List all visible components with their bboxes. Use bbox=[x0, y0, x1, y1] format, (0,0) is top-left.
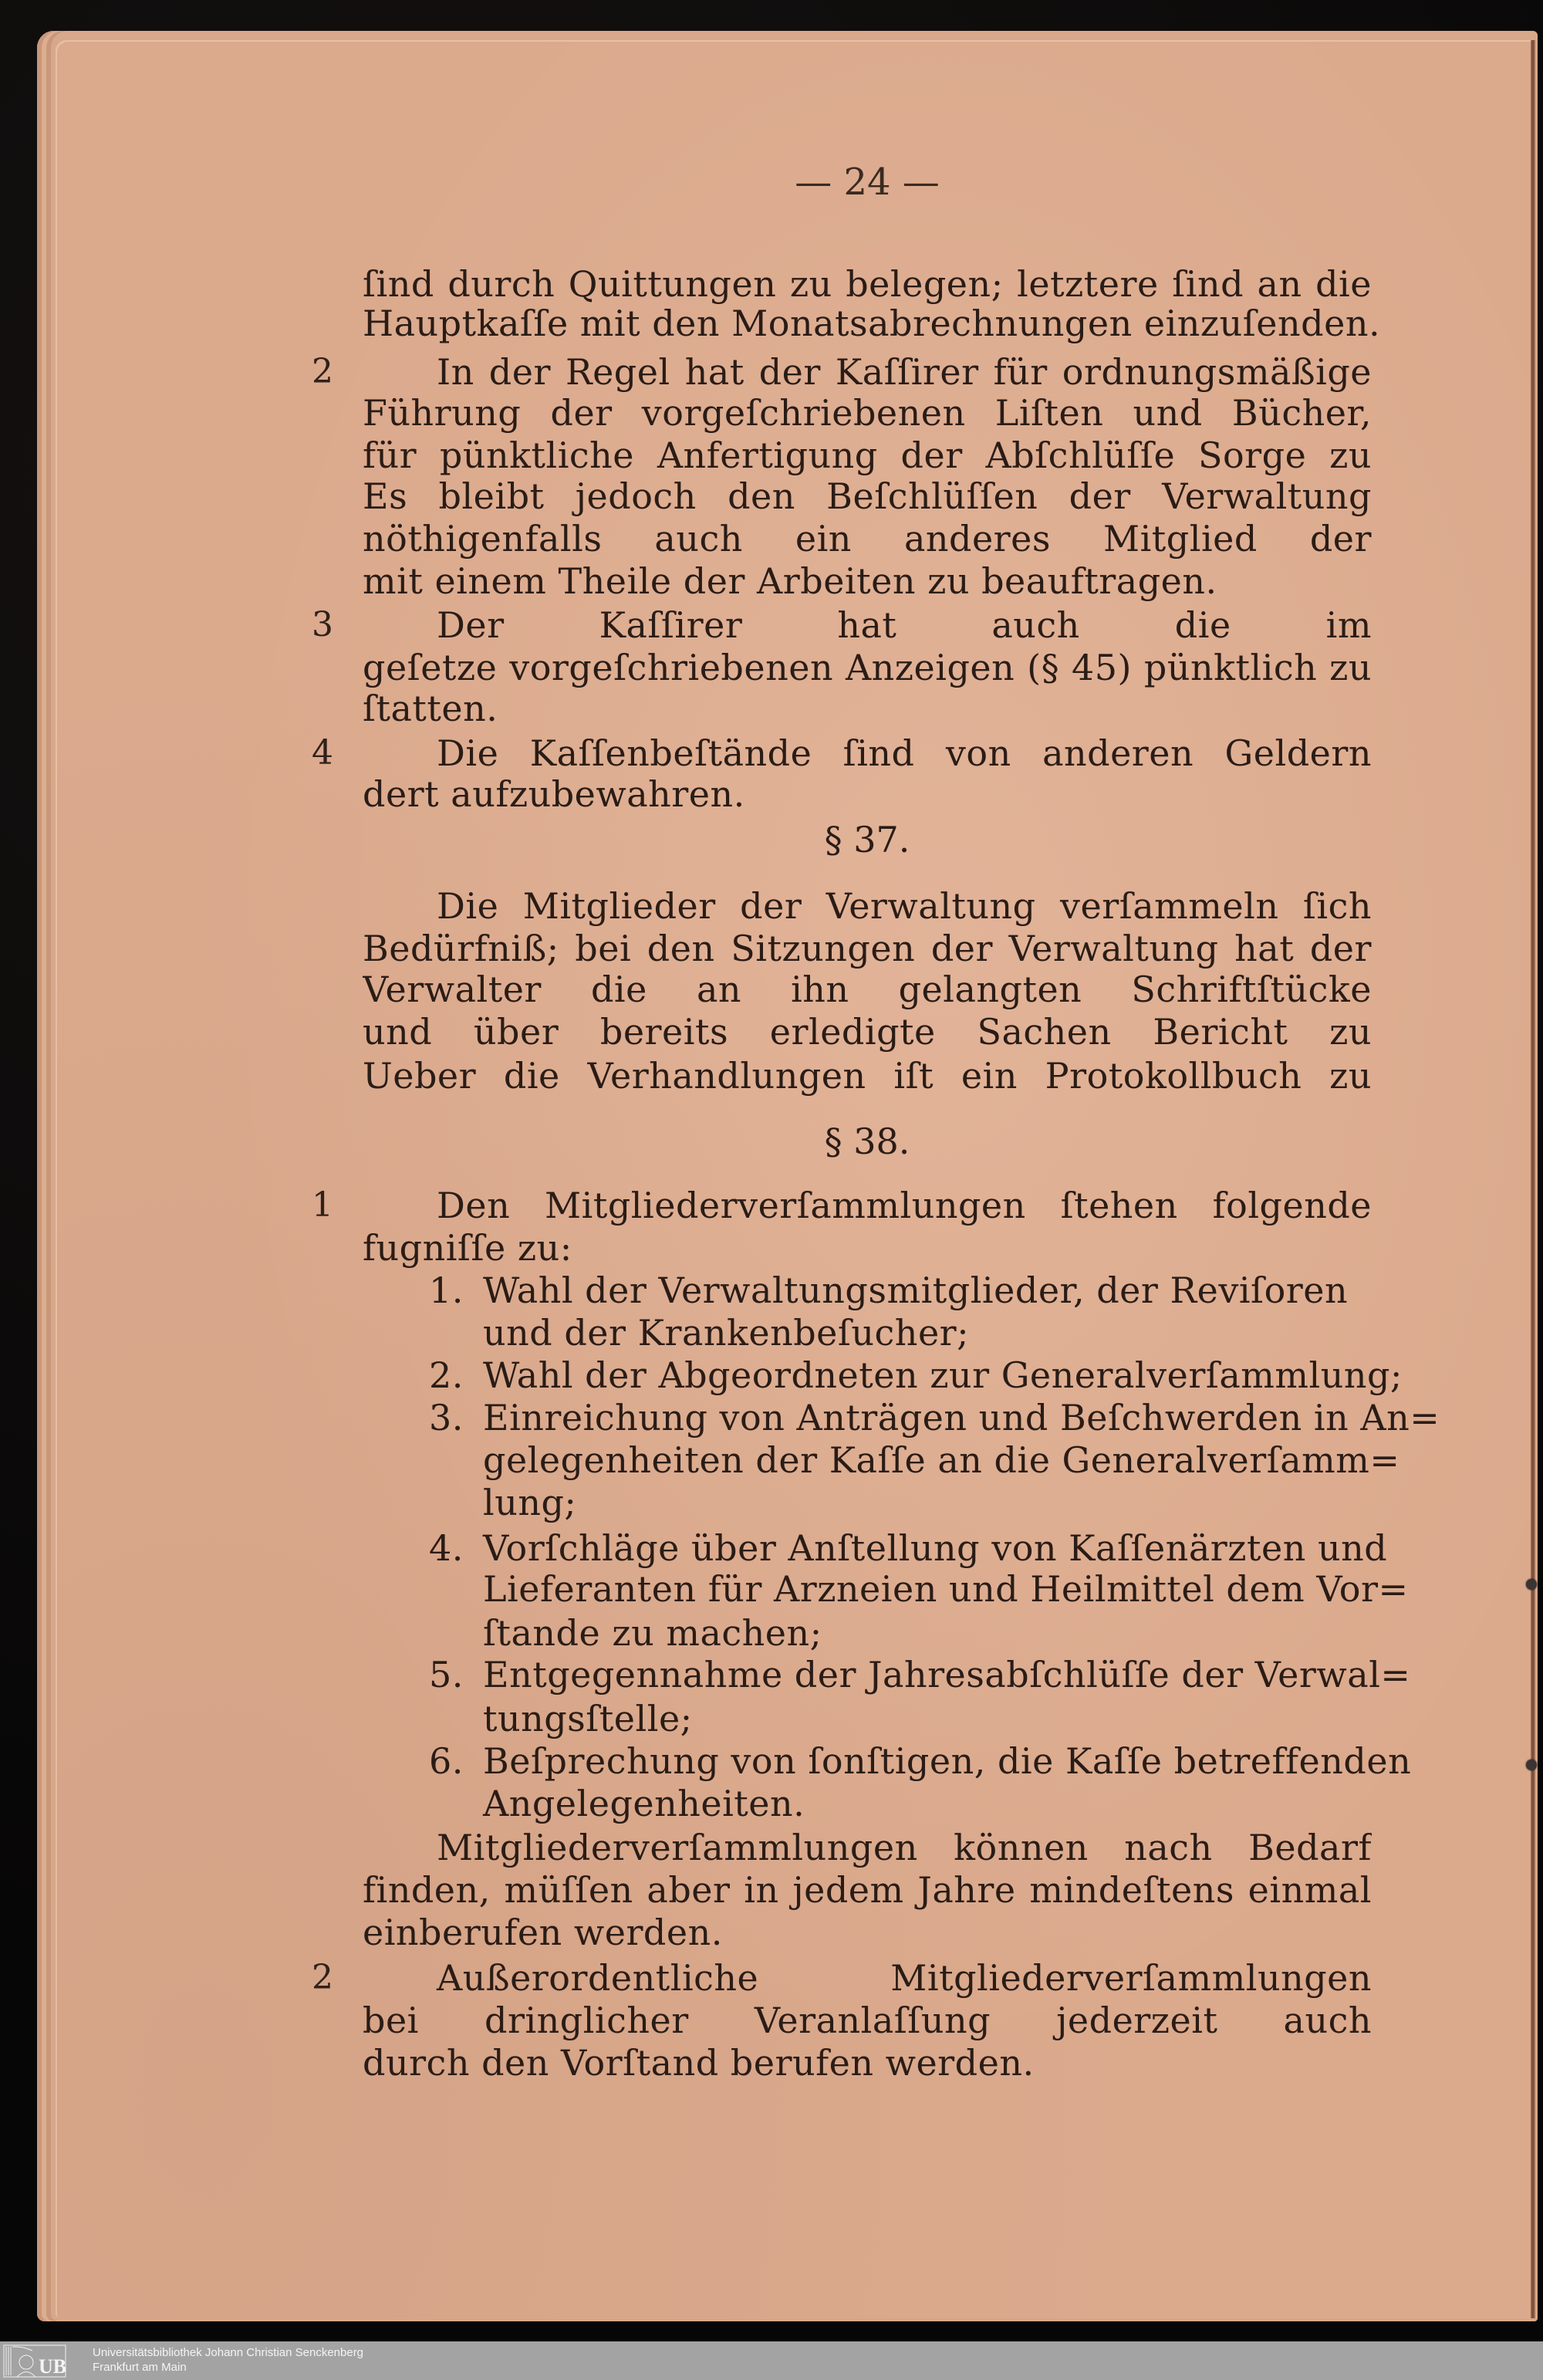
text-line: Hauptkaſſe mit den Monatsabrechnungen einzuſenden. bbox=[363, 303, 1381, 344]
text-line: Angelegenheiten. bbox=[483, 1783, 805, 1824]
list-item-text: Einreichung von Anträgen und Beſchwerden in An= bbox=[483, 1397, 1440, 1438]
list-item-6 bbox=[429, 1739, 1412, 1783]
text-line: lung; bbox=[483, 1482, 577, 1523]
text-line: und über bereits erledigte Sachen Bericht zu bbox=[363, 1011, 1372, 1053]
text-line: gelegenheiten der Kaſſe an die Generalverſamm= bbox=[483, 1439, 1400, 1481]
text-line: Die Kaſſenbeſtände ſind von anderen Geldern bbox=[437, 732, 1372, 774]
list-item-text: Beſprechung von ſonſtigen, die Kaſſe betreffenden bbox=[483, 1740, 1412, 1782]
list-item-text: Wahl der Abgeordneten zur Generalverſammlung; bbox=[483, 1354, 1403, 1396]
text-line: ſtande zu machen; bbox=[483, 1612, 822, 1654]
margin-paragraph-number: 3 bbox=[312, 605, 333, 644]
text-line: ſind durch Quittungen zu belegen; letztere ſind an die bbox=[363, 263, 1372, 305]
library-footer-bar bbox=[0, 2341, 1543, 2380]
footer-city: Frankfurt am Main bbox=[93, 2361, 187, 2374]
text-line: für pünktliche Anfertigung der Abſchlüſſe Sorge zu bbox=[363, 434, 1372, 476]
text-line: Es bleibt jedoch den Beſchlüſſen der Verwaltung bbox=[363, 475, 1372, 517]
text-line: fugniſſe zu: bbox=[363, 1227, 572, 1269]
section-heading-37: § 37. bbox=[824, 819, 910, 860]
text-line: mit einem Theile der Arbeiten zu beauftragen. bbox=[363, 560, 1217, 602]
margin-paragraph-number: 2 bbox=[312, 352, 333, 391]
page-number: — 24 — bbox=[795, 161, 940, 204]
list-item-text: Vorſchläge über Anſtellung von Kaſſenärzten und bbox=[483, 1527, 1388, 1569]
text-line: Der Kaſſirer hat auch die im bbox=[437, 604, 1372, 646]
list-number: 5. bbox=[429, 1654, 464, 1695]
ub-logo-text: UB bbox=[39, 2355, 66, 2378]
text-line: finden, müſſen aber in jedem Jahre mindeſtens einmal bbox=[363, 1869, 1372, 1911]
text-line: In der Regel hat der Kaſſirer für ordnungsmäßige bbox=[437, 351, 1372, 393]
text-line: Die Mitglieder der Verwaltung verſammeln ſich bbox=[437, 885, 1372, 927]
text-line: dert aufzubewahren. bbox=[363, 773, 745, 815]
text-line: Verwalter die an ihn gelangten Schriftſtücke bbox=[363, 969, 1372, 1010]
list-item-4 bbox=[429, 1526, 1388, 1570]
footer-institution: Universitätsbibliothek Johann Christian Senckenberg bbox=[93, 2346, 364, 2359]
text-line: durch den Vorſtand berufen werden. bbox=[363, 2042, 1035, 2084]
text-line: Mitgliederverſammlungen können nach Bedarf bbox=[437, 1827, 1372, 1868]
text-line: Führung der vorgeſchriebenen Liſten und Bücher, bbox=[363, 392, 1372, 434]
list-number: 4. bbox=[429, 1527, 464, 1569]
list-item-text: Wahl der Verwaltungsmitglieder, der Reviſoren bbox=[483, 1269, 1349, 1311]
staple-bottom bbox=[1526, 1760, 1537, 1770]
list-number: 2. bbox=[429, 1354, 464, 1396]
margin-paragraph-number: 1 bbox=[312, 1185, 333, 1225]
list-item-2 bbox=[429, 1354, 1403, 1397]
list-number: 6. bbox=[429, 1740, 464, 1782]
text-line: Lieferanten für Arzneien und Heilmittel dem Vor= bbox=[483, 1568, 1409, 1610]
text-line: nöthigenfalls auch ein anderes Mitglied der bbox=[363, 518, 1372, 560]
section-heading-38: § 38. bbox=[824, 1121, 910, 1162]
text-line: Bedürfniß; bei den Sitzungen der Verwaltung hat der bbox=[363, 928, 1372, 969]
text-line: Ueber die Verhandlungen iſt ein Protokollbuch zu bbox=[363, 1055, 1372, 1097]
list-item-1 bbox=[429, 1269, 1372, 1312]
margin-paragraph-number: 2 bbox=[312, 1958, 333, 1997]
text-line: einberufen werden. bbox=[363, 1912, 723, 1953]
text-line: Außerordentliche Mitgliederverſammlungen bbox=[437, 1957, 1372, 1999]
ub-library-logo-icon bbox=[3, 2344, 66, 2378]
list-item-text: Entgegennahme der Jahresabſchlüſſe der Verwal= bbox=[483, 1654, 1411, 1695]
text-line: bei dringlicher Veranlaſſung jederzeit auch bbox=[363, 2000, 1372, 2041]
text-line: Den Mitgliederverſammlungen ſtehen folgende bbox=[437, 1185, 1372, 1226]
staple-top bbox=[1526, 1579, 1537, 1590]
text-line: tungsſtelle; bbox=[483, 1698, 693, 1739]
list-number: 3. bbox=[429, 1397, 464, 1438]
text-line: und der Krankenbeſucher; bbox=[483, 1312, 970, 1354]
list-number: 1. bbox=[429, 1269, 464, 1311]
list-item-3 bbox=[429, 1396, 1440, 1439]
binding-gutter bbox=[1531, 40, 1535, 2318]
list-item-5 bbox=[429, 1653, 1411, 1696]
text-line: geſetze vorgeſchriebenen Anzeigen (§ 45) pünktlich zu bbox=[363, 647, 1372, 688]
text-line: ſtatten. bbox=[363, 688, 498, 729]
margin-paragraph-number: 4 bbox=[312, 733, 333, 772]
